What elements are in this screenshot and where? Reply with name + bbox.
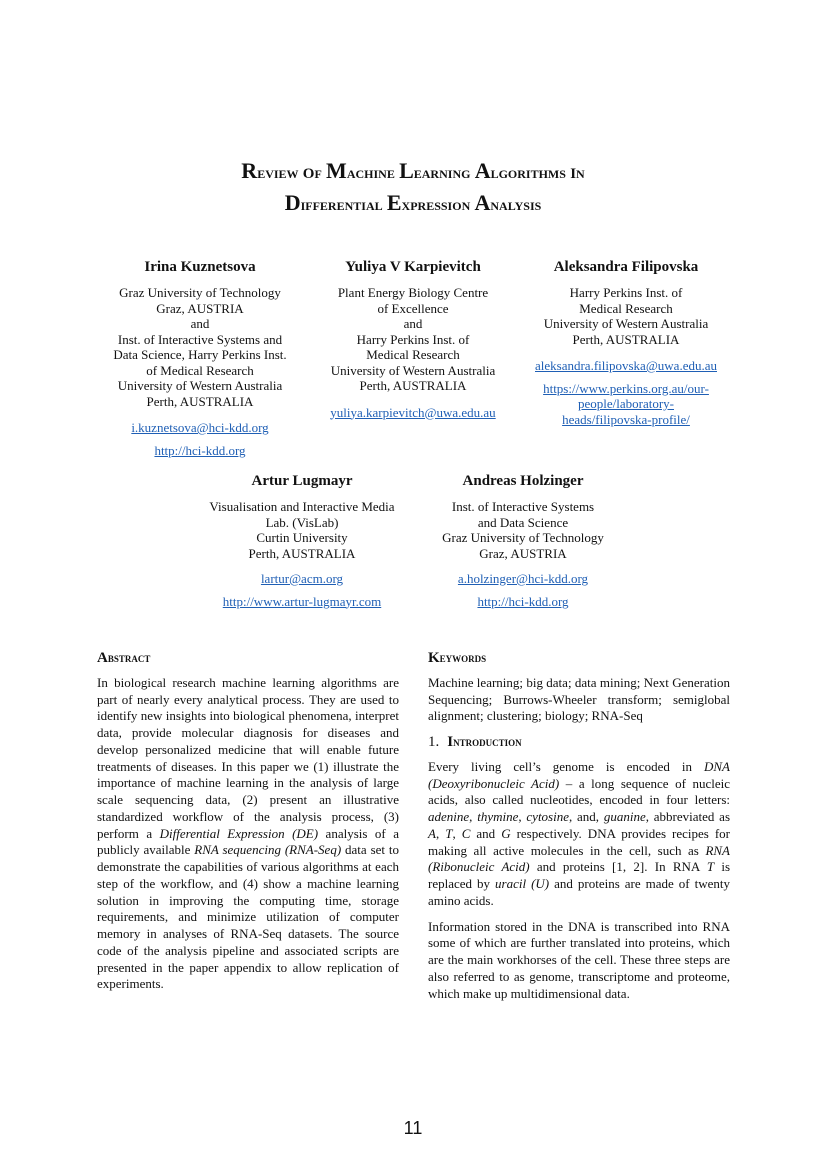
author-email-link[interactable]: lartur@acm.org: [260, 571, 344, 586]
author-affiliation: [308, 285, 518, 394]
author-email-link[interactable]: a.holzinger@hci-kdd.org: [457, 571, 589, 586]
introduction-heading: [428, 734, 730, 751]
author-affiliation: [192, 499, 412, 561]
affiliation-line: University of Western Australia: [117, 378, 283, 393]
affiliation-line: Harry Perkins Inst. of: [356, 331, 470, 347]
author-website-line[interactable]: heads/filipovska-profile/: [562, 411, 690, 427]
affiliation-line: Inst. of Interactive Systems: [451, 499, 595, 514]
author-email-link[interactable]: aleksandra.filipovska@uwa.edu.au: [535, 358, 717, 373]
affiliation-line: and Data Science: [477, 514, 569, 530]
affiliation-line: Graz, AUSTRIA: [156, 300, 244, 316]
author-website-line[interactable]: https://www.perkins.org.au/our-: [543, 380, 709, 396]
affiliation-line: University of Western Australia: [543, 316, 709, 331]
author-website-line[interactable]: people/laboratory-: [577, 396, 674, 411]
affiliation-line: and: [403, 316, 423, 331]
italic-term: DNA (Deoxyribonucleic Acid): [428, 758, 730, 791]
paper-title-line1: Review of Machine Learning Algorithms in: [241, 158, 585, 183]
author-block-kuznetsova: [95, 259, 305, 458]
affiliation-line: Medical Research: [366, 347, 460, 362]
author-name: Aleksandra Filipovska: [553, 259, 699, 275]
affiliation-line: Perth, AUSTRALIA: [146, 393, 254, 409]
keywords-heading: Keywords: [428, 650, 487, 666]
paper-title-line2: Differential Expression Analysis: [284, 190, 542, 215]
author-block-filipovska: [521, 259, 731, 427]
italic-term: A: [428, 825, 436, 841]
affiliation-line: and: [190, 316, 210, 331]
affiliation-line: Inst. of Interactive Systems and: [117, 331, 283, 347]
affiliation-line: Harry Perkins Inst. of: [569, 285, 683, 300]
author-website-link[interactable]: http://hci-kdd.org: [477, 593, 569, 609]
author-name: Irina Kuznetsova: [144, 259, 256, 275]
section-number: 1.: [428, 734, 440, 750]
author-website-link[interactable]: http://hci-kdd.org: [154, 442, 246, 458]
abstract-text: In biological research machine learning algorithms are part of nearly every analytical process. They are used to identify new insights into biological phenomena, interpret data, provide molecular diagnosis for diseases and develop personalized medicine that will enable future treatments of diseases. In this paper we (1) illustrate the importance of machine learning in the analysis of large scale sequencing data, (2) present an illustrative standardized workflow of the analysis process, (3) perform a Differential Expression (DE) analysis of a publicly available RNA sequencing (RNA-Seq) data set to demonstrate the capabilities of various algorithms at each step of the workflow, and (4) show a machine learning solution in improving the computing time, storage requirements, and minimize utilization of computer memory in analyses of RNA-Seq datasets. The source code of the analysis pipeline and associated scripts are presented in the paper appendix to allow replication of experiments.: [97, 674, 400, 992]
introduction-paragraph-2: Information stored in the DNA is transcribed into RNA some of which are further translated into proteins, which are the main workhorses of the cell. These three steps are also referred to as genome, transcriptome and proteome, which make up multidimensional data.: [428, 918, 730, 1001]
affiliation-line: of Medical Research: [146, 362, 254, 378]
author-website-link[interactable]: [521, 381, 731, 428]
italic-term: RNA (Ribonucleic Acid): [428, 842, 730, 875]
italic-term: cytosine: [526, 809, 569, 824]
author-name: Artur Lugmayr: [251, 473, 353, 489]
affiliation-line: University of Western Australia: [330, 362, 496, 378]
paper-title: [0, 156, 826, 220]
italic-term: C: [461, 825, 471, 841]
italic-term: uracil (U): [495, 876, 550, 891]
author-block-holzinger: [418, 473, 628, 609]
page-number: 11: [403, 1118, 423, 1138]
abstract-section: [97, 650, 399, 1001]
right-column: [428, 650, 730, 1010]
affiliation-line: Data Science, Harry Perkins Inst.: [113, 347, 287, 362]
italic-term: T: [706, 859, 715, 875]
section-title: Introduction: [447, 734, 522, 750]
affiliation-line: Curtin University: [256, 530, 348, 545]
author-affiliation: [95, 285, 305, 409]
author-name: Andreas Holzinger: [462, 473, 584, 489]
italic-term: Differential Expression (DE): [159, 825, 319, 841]
keywords-text: Machine learning; big data; data mining; Next Generation Sequencing; Burrows-Wheeler transform; semiglobal alignment; clustering; biology; RNA-Seq: [428, 674, 730, 724]
introduction-paragraph-1: Every living cell’s genome is encoded in DNA (Deoxyribonucleic Acid) – a long sequence of nucleic acids, also called nucleotides, encoded in four letters: adenine, thymine, cytosine, and, guanine, abbreviated as A, T, C and G respectively. DNA provides recipes for making all active molecules in the cell, such as RNA (Ribonucleic Acid) and proteins [1, 2]. In RNA T is replaced by uracil (U) and proteins are made of twenty amino acids.: [428, 758, 731, 908]
italic-term: RNA sequencing (RNA-Seq): [194, 842, 342, 858]
affiliation-line: Perth, AUSTRALIA: [248, 545, 356, 561]
affiliation-line: Lab. (VisLab): [265, 514, 339, 530]
affiliation-line: Graz, AUSTRIA: [479, 545, 567, 561]
author-website-link[interactable]: http://www.artur-lugmayr.com: [222, 593, 382, 609]
author-email-link[interactable]: i.kuznetsova@hci-kdd.org: [131, 420, 269, 435]
affiliation-line: Perth, AUSTRALIA: [359, 378, 467, 393]
affiliation-line: Graz University of Technology: [442, 530, 604, 545]
author-name: Yuliya V Karpievitch: [345, 259, 481, 275]
abstract-heading: Abstract: [97, 650, 151, 666]
affiliation-line: Plant Energy Biology Centre: [337, 285, 489, 300]
italic-term: thymine: [477, 809, 519, 824]
author-block-karpievitch: [308, 259, 518, 420]
author-email-link[interactable]: yuliya.karpievitch@uwa.edu.au: [330, 404, 496, 420]
affiliation-line: Visualisation and Interactive Media: [209, 499, 395, 514]
affiliation-line: Graz University of Technology: [119, 285, 281, 300]
author-affiliation: [418, 499, 628, 561]
italic-term: T: [445, 825, 453, 841]
italic-term: adenine: [428, 809, 470, 824]
author-affiliation: [521, 285, 731, 347]
affiliation-line: Medical Research: [579, 300, 673, 316]
italic-term: G: [501, 825, 511, 841]
affiliation-line: Perth, AUSTRALIA: [572, 331, 680, 347]
author-block-lugmayr: [192, 473, 412, 609]
italic-term: guanine: [603, 809, 646, 824]
affiliation-line: of Excellence: [377, 300, 449, 316]
